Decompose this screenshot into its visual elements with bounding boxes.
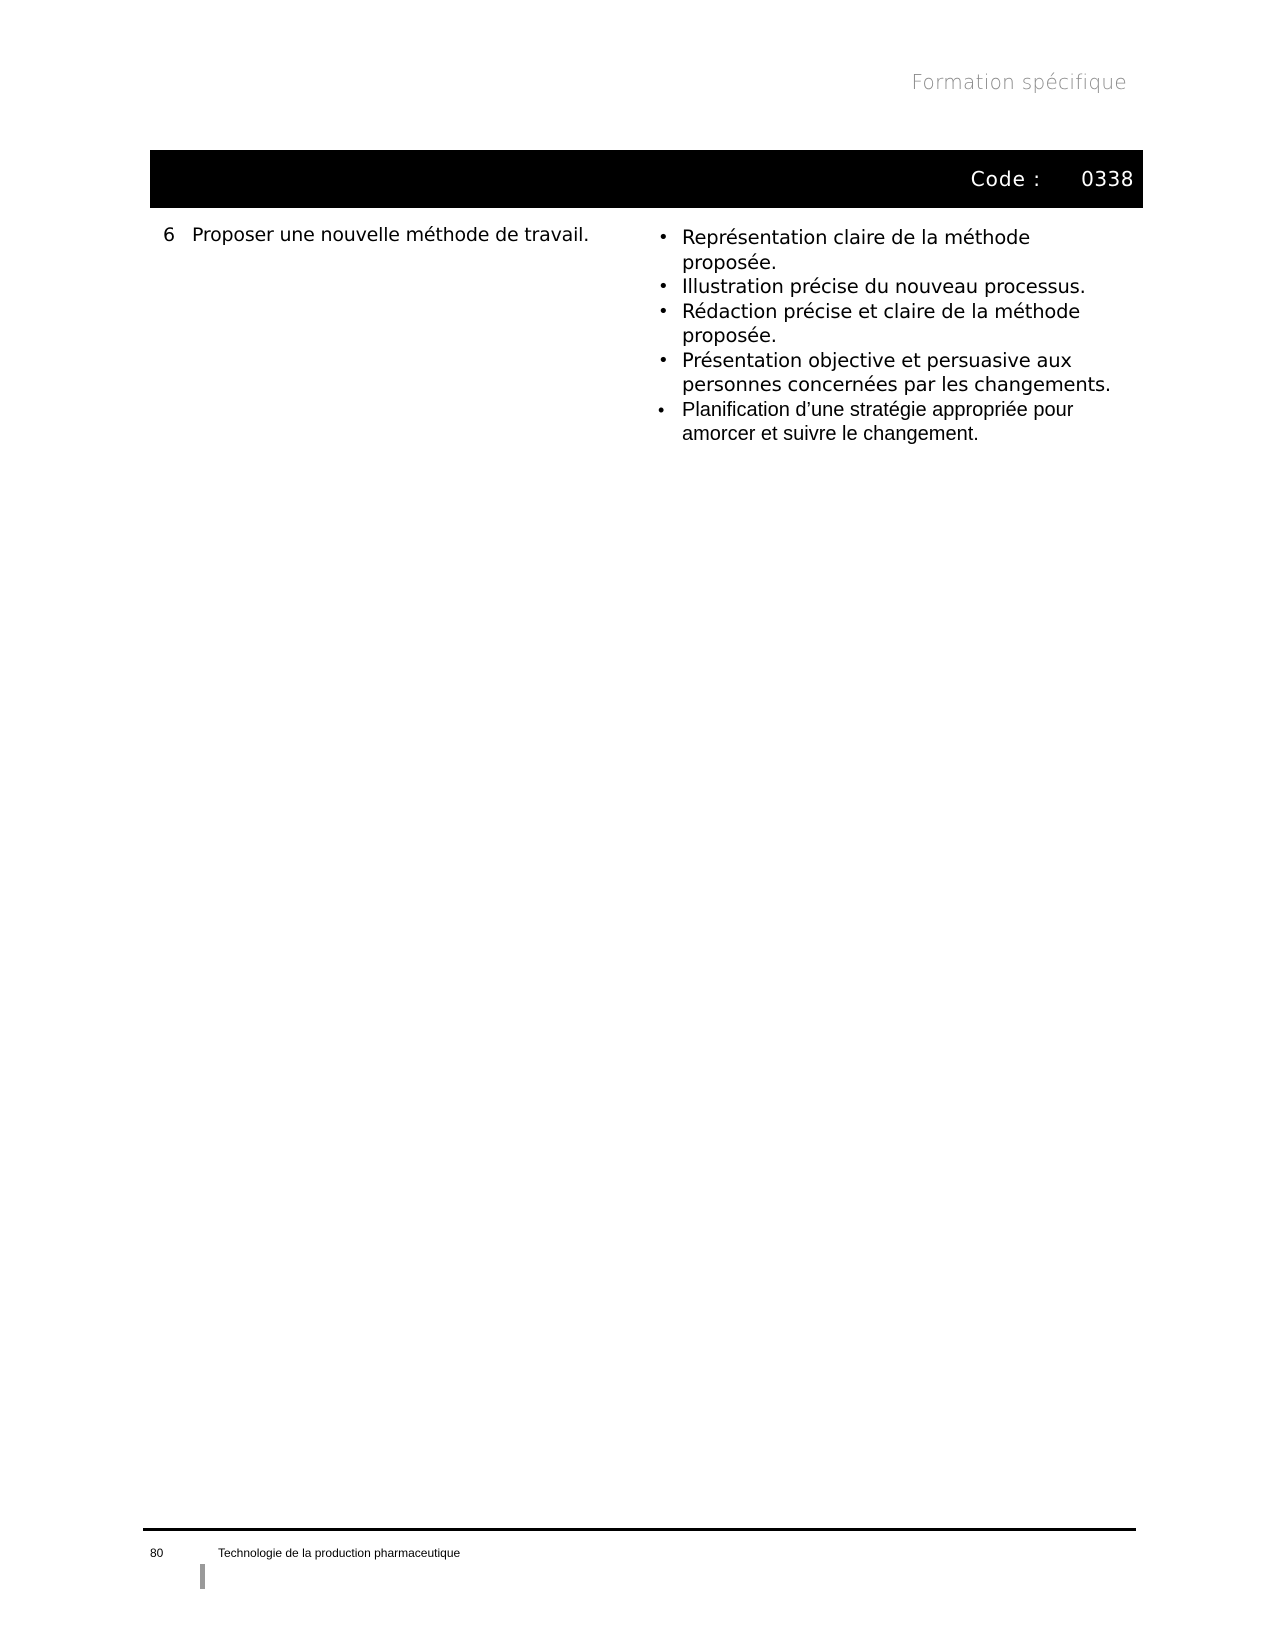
footer-mark: [200, 1564, 205, 1589]
section-label: Formation spécifique: [911, 70, 1127, 94]
criteria-item-text: Représentation claire de la méthode proposée.: [682, 226, 1031, 274]
code-label: Code :: [970, 167, 1041, 191]
bullet-icon: •: [658, 276, 669, 297]
criteria-item: [656, 275, 1126, 300]
criteria-item-text: Illustration précise du nouveau processus.: [682, 275, 1086, 298]
bullet-icon: •: [658, 349, 669, 371]
criteria-item: [656, 226, 1126, 275]
bullet-icon: •: [658, 399, 665, 420]
criteria-list: [656, 226, 1126, 447]
footer-title: Technologie de la production pharmaceutique: [218, 1546, 461, 1560]
criteria-item: [656, 300, 1126, 349]
criteria-item: [656, 349, 1126, 398]
footer-rule: [143, 1528, 1136, 1531]
page-number: 80: [150, 1546, 164, 1560]
element-text: Proposer une nouvelle méthode de travail.: [192, 224, 590, 246]
code-value: 0338: [1081, 167, 1134, 191]
criteria-item-text: Rédaction précise et claire de la méthode proposée.: [682, 299, 1081, 347]
code-bar: [150, 150, 1143, 208]
criteria-item-text: Planification d’une stratégie appropriée pour amorcer et suivre le changement.: [682, 398, 1074, 445]
bullet-icon: •: [658, 300, 669, 322]
bullet-icon: •: [658, 227, 669, 248]
element-number: 6: [163, 224, 176, 246]
criteria-item-text: Présentation objective et persuasive aux personnes concernées par les changements.: [682, 348, 1111, 396]
criteria-item: [656, 398, 1126, 447]
